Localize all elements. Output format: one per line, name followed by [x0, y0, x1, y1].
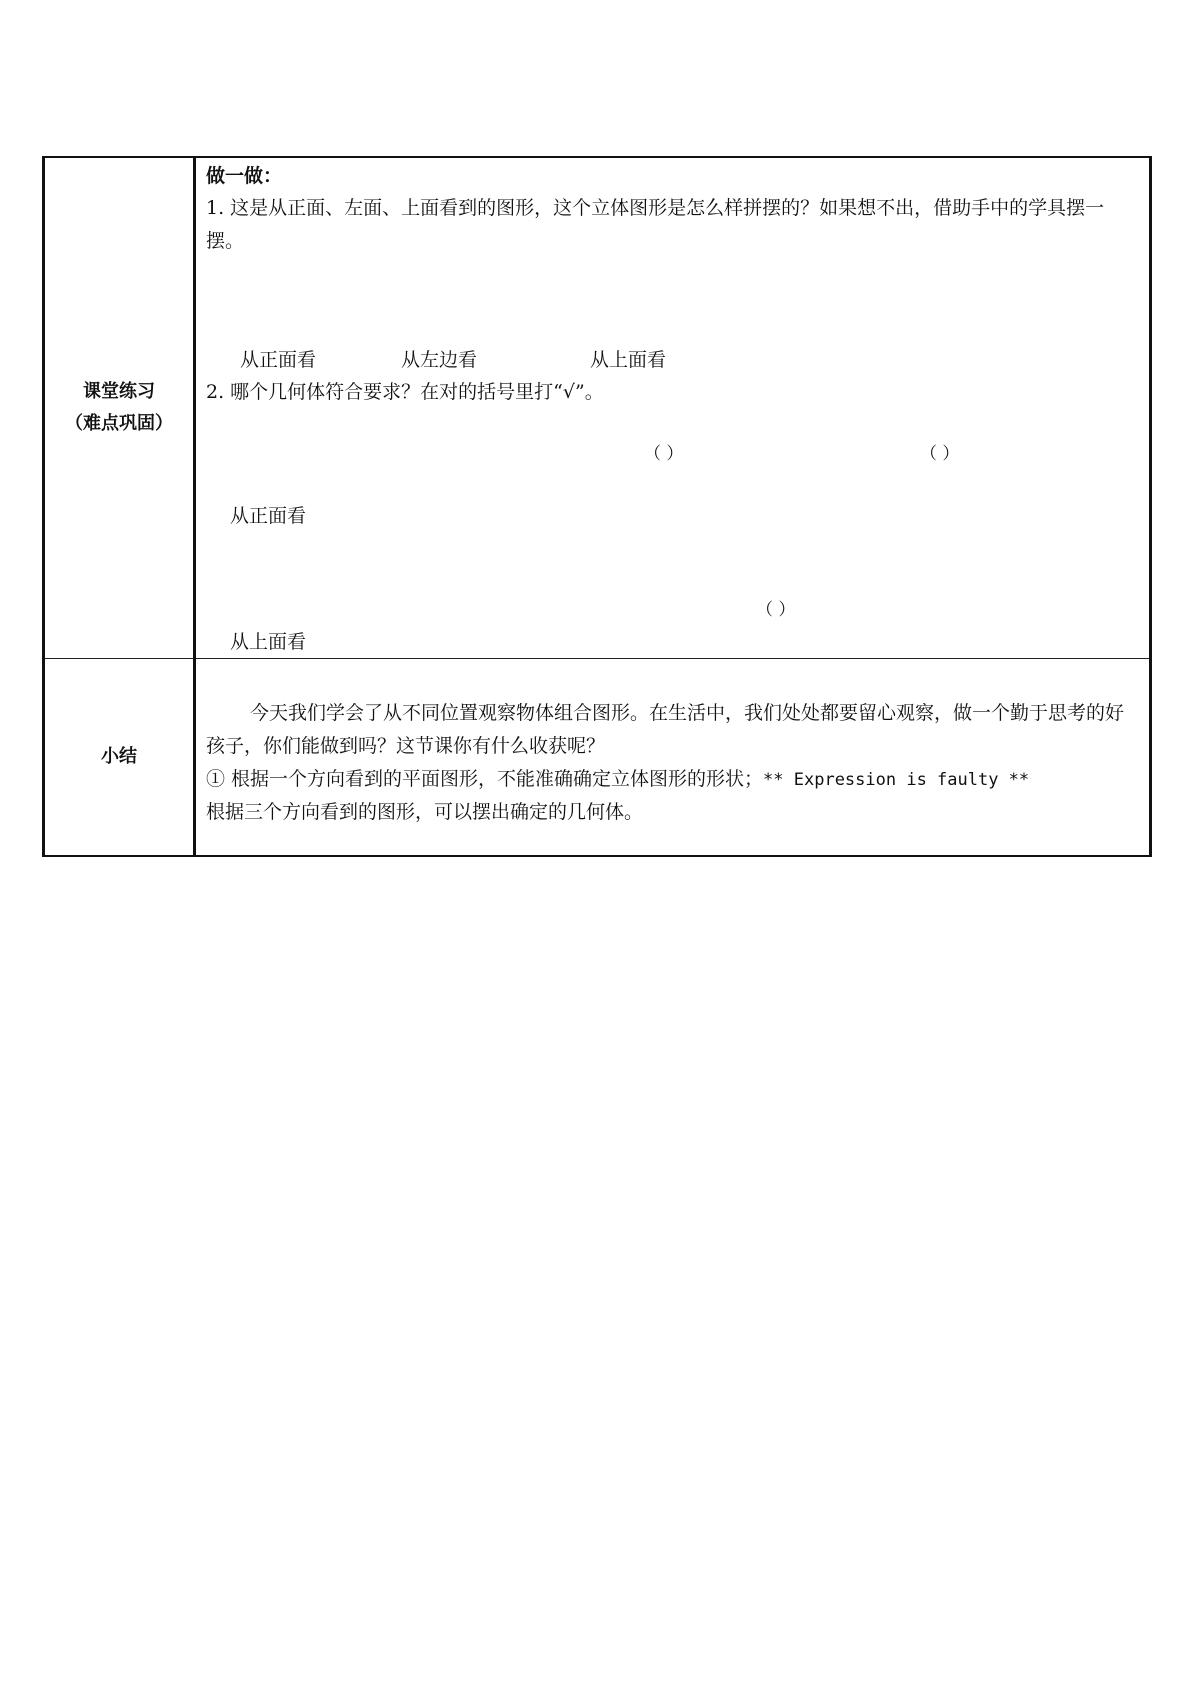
- practice-content-cell: [195, 157, 1151, 659]
- practice-sublabel: （难点巩固）: [65, 413, 173, 434]
- q1-left-view-label: 从左边看: [401, 349, 478, 371]
- practice-content: [196, 158, 1149, 658]
- summary-content: [196, 659, 1149, 855]
- summary-content-cell: [195, 659, 1151, 857]
- practice-label-cell: [44, 157, 195, 659]
- practice-row: [44, 157, 1151, 659]
- summary-label: 小结: [101, 746, 137, 767]
- summary-row: [44, 659, 1151, 857]
- answer-bracket-b[interactable]: （ ）: [920, 444, 960, 464]
- summary-point-1-text: ① 根据一个方向看到的平面图形，不能准确确定立体图形的形状；: [206, 768, 764, 790]
- q2-top-view-label: 从上面看: [230, 631, 307, 653]
- practice-label: 课堂练习: [83, 381, 155, 402]
- summary-point-2: 根据三个方向看到的图形，可以摆出确定的几何体。: [206, 801, 644, 823]
- lesson-table: [42, 156, 1152, 857]
- answer-bracket-a[interactable]: （ ）: [644, 444, 684, 464]
- answer-bracket-c[interactable]: （ ）: [756, 600, 796, 620]
- question-1-text: 1. 这是从正面、左面、上面看到的图形，这个立体图形是怎么样拼摆的？如果想不出，借助手中的学具摆一摆。: [206, 197, 1105, 252]
- q2-front-view-label: 从正面看: [230, 505, 307, 527]
- question-2-text: 2. 哪个几何体符合要求？在对的括号里打“√”。: [206, 381, 604, 403]
- exercise-heading: 做一做：: [206, 165, 283, 187]
- expression-error-text: ** Expression is faulty **: [763, 770, 1030, 790]
- q1-top-view-label: 从上面看: [590, 349, 667, 371]
- summary-label-cell: [44, 659, 195, 857]
- summary-paragraph: 今天我们学会了从不同位置观察物体组合图形。在生活中，我们处处都要留心观察，做一个勤于思考的好孩子，你们能做到吗？这节课你有什么收获呢？: [206, 702, 1125, 757]
- summary-point-1: [206, 763, 1141, 797]
- q1-front-view-label: 从正面看: [240, 349, 317, 371]
